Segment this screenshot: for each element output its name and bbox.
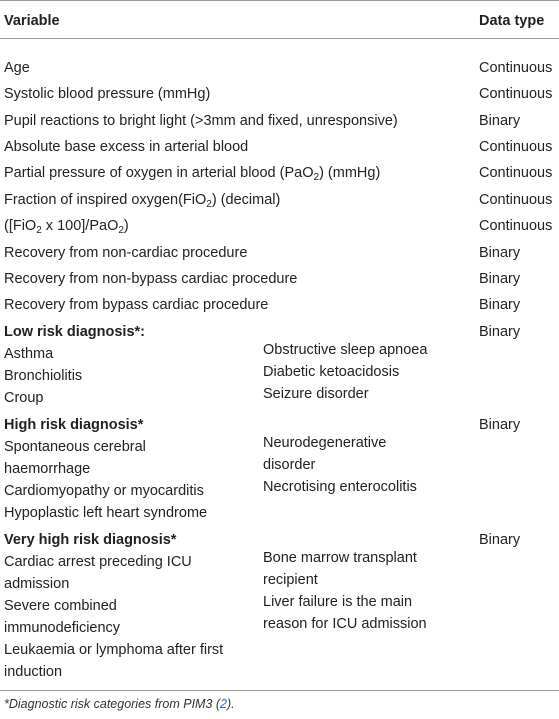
row-base-excess-type: Continuous: [479, 139, 553, 155]
row-nonbypass-variable: Recovery from non-bypass cardiac procedure: [4, 271, 298, 287]
very-high-risk-item: Cardiac arrest preceding ICU: [4, 554, 192, 570]
row-age-variable: Age: [4, 60, 30, 76]
low-risk-item: Obstructive sleep apnoea: [263, 342, 428, 358]
row-ratio-variable: ([FiO$_2$ x 100]/PaO$_2$): [4, 218, 129, 236]
row-age-type: Continuous: [479, 60, 553, 76]
high-risk-item: Neurodegenerative: [263, 435, 387, 451]
high-risk-item: Spontaneous cerebral: [4, 439, 146, 455]
high-risk-item: Hypoplastic left heart syndrome: [4, 505, 208, 521]
very-high-risk-title: Very high risk diagnosis*: [4, 532, 177, 548]
very-high-risk-right: [263, 547, 427, 635]
high-risk-item: Cardiomyopathy or myocarditis: [4, 483, 204, 499]
high-risk-item: haemorrhage: [4, 461, 91, 477]
row-noncardiac-type: Binary: [479, 245, 521, 261]
very-high-risk-left: [4, 529, 223, 683]
low-risk-item: Asthma: [4, 346, 54, 362]
low-risk-type: Binary: [479, 324, 521, 340]
very-high-risk-item: Liver failure is the main: [263, 594, 413, 610]
table-bottom-rule: [0, 690, 559, 691]
high-risk-item: Necrotising enterocolitis: [263, 479, 417, 495]
header-data-type: Data type: [479, 13, 545, 29]
low-risk-item: Croup: [4, 390, 44, 406]
high-risk-item: disorder: [263, 457, 316, 473]
high-risk-type: Binary: [479, 417, 521, 433]
header-rule: [0, 38, 559, 39]
row-ratio-type: Continuous: [479, 218, 553, 234]
row-sbp-type: Continuous: [479, 86, 553, 102]
high-risk-right: [263, 432, 417, 498]
very-high-risk-item: immunodeficiency: [4, 620, 121, 636]
low-risk-item: Diabetic ketoacidosis: [263, 364, 400, 380]
row-pupil-variable: Pupil reactions to bright light (>3mm and fixed, unresponsive): [4, 113, 398, 129]
high-risk-left: [4, 414, 207, 524]
table-footnote: *Diagnostic risk categories from PIM3 (2).: [4, 697, 235, 711]
row-bypass-variable: Recovery from bypass cardiac procedure: [4, 297, 269, 313]
very-high-risk-item: recipient: [263, 572, 318, 588]
low-risk-left: [4, 321, 145, 409]
row-base-excess-variable: Absolute base excess in arterial blood: [4, 139, 249, 155]
row-nonbypass-type: Binary: [479, 271, 521, 287]
header-variable: Variable: [4, 13, 60, 29]
very-high-risk-item: induction: [4, 664, 63, 680]
very-high-risk-type: Binary: [479, 532, 521, 548]
low-risk-item: Bronchiolitis: [4, 368, 83, 384]
very-high-risk-item: Severe combined: [4, 598, 117, 614]
low-risk-title: Low risk diagnosis*:: [4, 324, 145, 340]
row-fio2-variable: Fraction of inspired oxygen(FiO$_2$) (decimal): [4, 192, 281, 210]
reference-link[interactable]: 2: [220, 697, 227, 711]
row-bypass-type: Binary: [479, 297, 521, 313]
very-high-risk-item: Leukaemia or lymphoma after first: [4, 642, 224, 658]
row-pupil-type: Binary: [479, 113, 521, 129]
row-sbp-variable: Systolic blood pressure (mmHg): [4, 86, 211, 102]
high-risk-title: High risk diagnosis*: [4, 417, 144, 433]
low-risk-right: [263, 339, 427, 405]
very-high-risk-item: admission: [4, 576, 70, 592]
row-fio2-type: Continuous: [479, 192, 553, 208]
row-pao2-variable: Partial pressure of oxygen in arterial blood (PaO$_2$) (mmHg): [4, 165, 381, 183]
very-high-risk-item: reason for ICU admission: [263, 616, 427, 632]
table-top-rule: [0, 0, 559, 1]
row-noncardiac-variable: Recovery from non-cardiac procedure: [4, 245, 248, 261]
low-risk-item: Seizure disorder: [263, 386, 369, 402]
very-high-risk-item: Bone marrow transplant: [263, 550, 417, 566]
row-pao2-type: Continuous: [479, 165, 553, 181]
